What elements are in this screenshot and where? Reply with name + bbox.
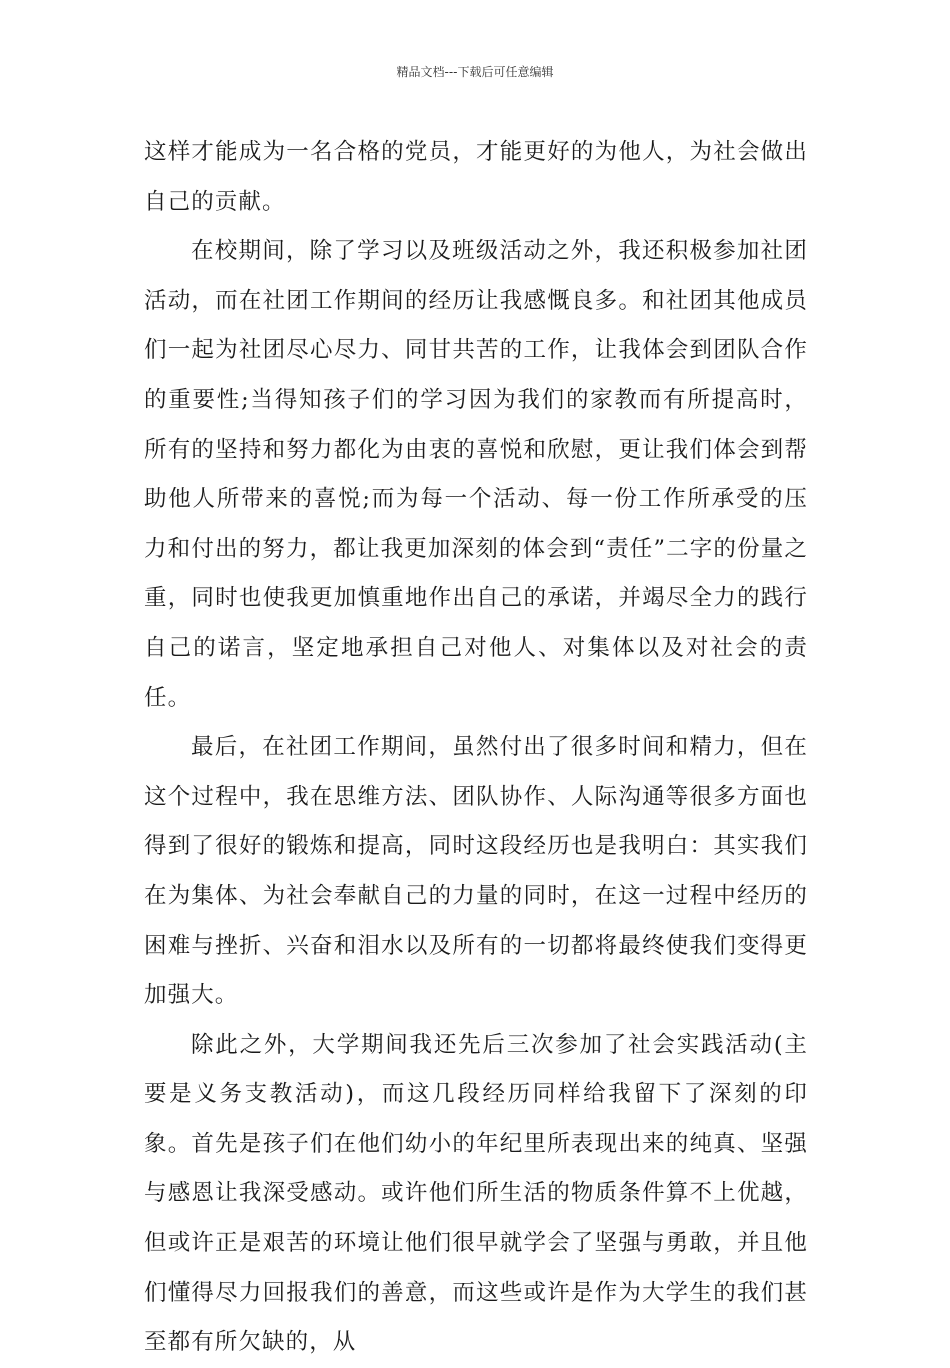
paragraph-club-growth: 最后，在社团工作期间，虽然付出了很多时间和精力，但在这个过程中，我在思维方法、团队协作、人际沟通等很多方面也得到了很好的锻炼和提高，同时这段经历也是我明白：其实我们在为集体、为社会奉献自己的力量的同时，在这一过程中经历的困难与挫折、兴奋和泪水以及所有的一切都将最终使我们变得更加强大。 [144,734,808,1009]
paragraph-continuation: 这样才能成为一名合格的党员，才能更好的为他人，为社会做出自己的贡献。 [144,139,808,215]
page-header: 精品文档---下载后可任意编辑 [396,65,554,79]
paragraph-club-activities: 在校期间，除了学习以及班级活动之外，我还积极参加社团活动，而在社团工作期间的经历让我感慨良多。和社团其他成员们一起为社团尽心尽力、同甘共苦的工作，让我体会到团队合作的重要性;当得知孩子们的学习因为我们的家教而有所提高时，所有的坚持和努力都化为由衷的喜悦和欣慰，更让我们体会到帮助他人所带来的喜悦;而为每一个活动、每一份工作所承受的压力和付出的努力，都让我更加深刻的体会到“责任”二字的份量之重，同时也使我更加慎重地作出自己的承诺，并竭尽全力的践行自己的诺言，坚定地承担自己对他人、对集体以及对社会的责任。 [144,238,808,711]
paragraph-social-practice: 除此之外，大学期间我还先后三次参加了社会实践活动(主要是义务支教活动)，而这几段经历同样给我留下了深刻的印象。首先是孩子们在他们幼小的年纪里所表现出来的纯真、坚强与感恩让我深受感动。或许他们所生活的物质条件算不上优越，但或许正是艰苦的环境让他们很早就学会了坚强与勇敢，并且他们懂得尽力回报我们的善意，而这些或许是作为大学生的我们甚至都有所欠缺的，从 [144,1031,808,1356]
document-body [144,128,808,1368]
